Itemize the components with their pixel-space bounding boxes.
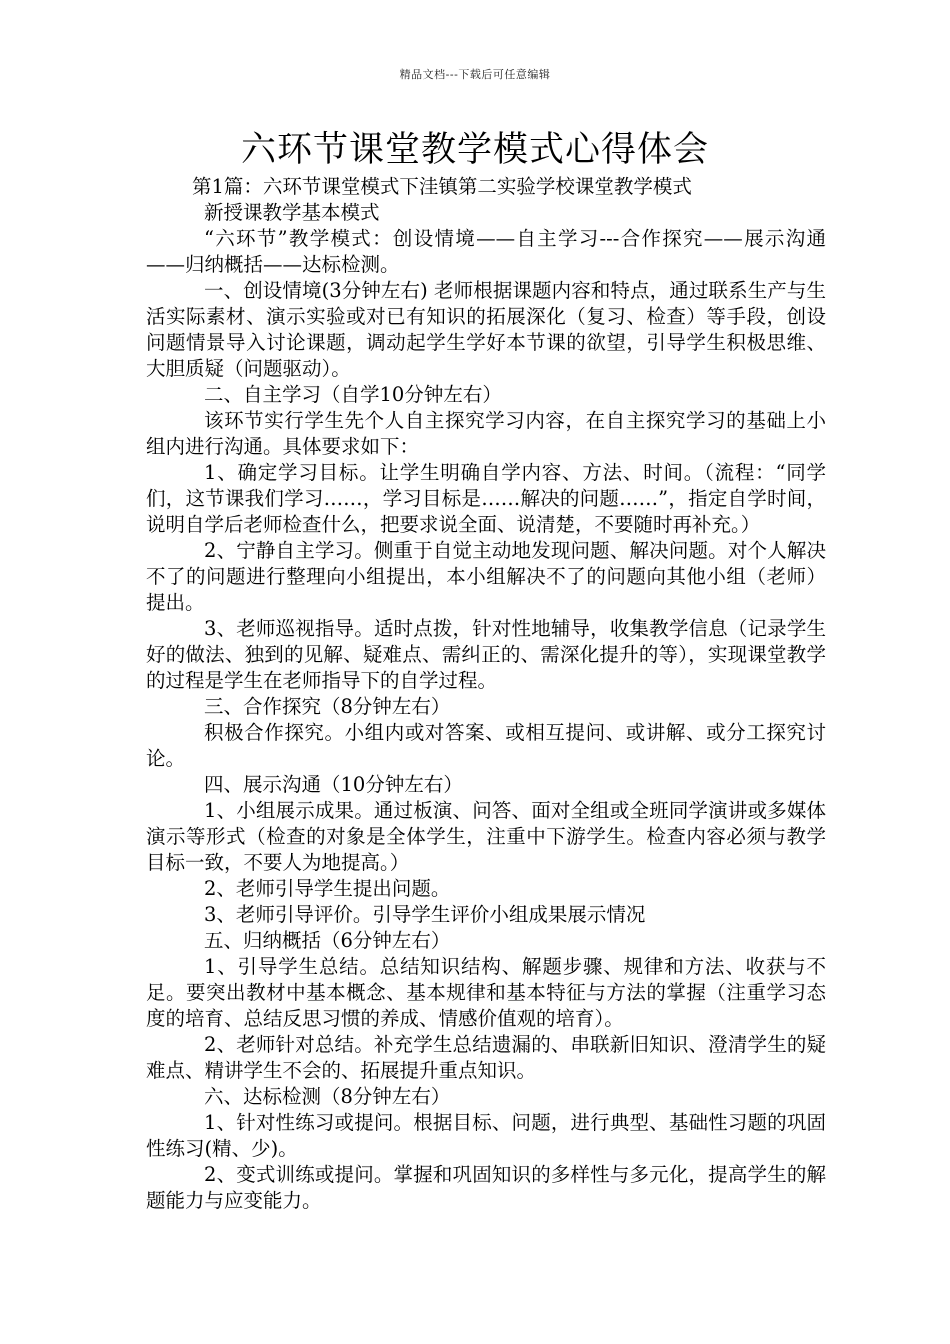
section-heading: 四、展示沟通（10分钟左右） (204, 773, 463, 796)
paragraph: 1、小组展示成果。通过板演、问答、面对全组或全班同学演讲或多媒体演示等形式（检查的对象是全体学生，注重中下游学生。检查内容必须与教学目标一致，不要人为地提高。） (146, 799, 826, 874)
section-heading: 三、合作探究（8分钟左右） (204, 695, 451, 718)
paragraph: 2、老师针对总结。补充学生总结遗漏的、串联新旧知识、澄清学生的疑难点、精讲学生不会的、拓展提升重点知识。 (146, 1033, 826, 1082)
document-title: 六环节课堂教学模式心得体会 (240, 130, 709, 170)
paragraph: 积极合作探究。小组内或对答案、或相互提问、或讲解、或分工探究讨论。 (146, 721, 826, 770)
paragraph: “六环节”教学模式：创设情境——自主学习---合作探究——展示沟通——归纳概括——达标检测。 (146, 227, 826, 276)
section-heading: 六、达标检测（8分钟左右） (204, 1085, 451, 1108)
header-note: 精品文档---下载后可任意编辑 (399, 68, 551, 81)
paragraph: 1、引导学生总结。总结知识结构、解题步骤、规律和方法、收获与不足。要突出教材中基本概念、基本规律和基本特征与方法的掌握（注重学习态度的培育、总结反思习惯的养成、情感价值观的培育）。 (146, 955, 826, 1030)
document-body (146, 174, 826, 1214)
article-heading: 第1篇：六环节课堂模式下洼镇第二实验学校课堂教学模式 (192, 175, 692, 198)
paragraph: 该环节实行学生先个人自主探究学习内容，在自主探究学习的基础上小组内进行沟通。具体要求如下： (146, 409, 826, 458)
paragraph: 1、针对性练习或提问。根据目标、问题，进行典型、基础性习题的巩固性练习(精、少)。 (146, 1111, 826, 1160)
paragraph: 3、老师巡视指导。适时点拨，针对性地辅导，收集教学信息（记录学生好的做法、独到的见解、疑难点、需纠正的、需深化提升的等），实现课堂教学的过程是学生在老师指导下的自学过程。 (146, 617, 826, 692)
paragraph: 3、老师引导评价。引导学生评价小组成果展示情况 (204, 903, 646, 926)
paragraph: 1、确定学习目标。让学生明确自学内容、方法、时间。（流程：“同学们，这节课我们学习……，学习目标是……解决的问题……”，指定自学时间，说明自学后老师检查什么，把要求说全面、说清楚，不要随时再补充。） (146, 461, 826, 536)
paragraph: 2、宁静自主学习。侧重于自觉主动地发现问题、解决问题。对个人解决不了的问题进行整理向小组提出，本小组解决不了的问题向其他小组（老师）提出。 (146, 539, 826, 614)
paragraph: 一、创设情境(3分钟左右) 老师根据课题内容和特点，通过联系生产与生活实际素材、演示实验或对已有知识的拓展深化（复习、检查）等手段，创设问题情景导入讨论课题，调动起学生学好本节课的欲望，引导学生积极思维、大胆质疑（问题驱动）。 (146, 279, 826, 380)
paragraph: 2、变式训练或提问。掌握和巩固知识的多样性与多元化，提高学生的解题能力与应变能力。 (146, 1163, 826, 1212)
section-subheading: 新授课教学基本模式 (204, 201, 380, 224)
paragraph: 2、老师引导学生提出问题。 (204, 877, 451, 900)
section-heading: 二、自主学习（自学10分钟左右） (204, 383, 502, 406)
section-heading: 五、归纳概括（6分钟左右） (204, 929, 451, 952)
